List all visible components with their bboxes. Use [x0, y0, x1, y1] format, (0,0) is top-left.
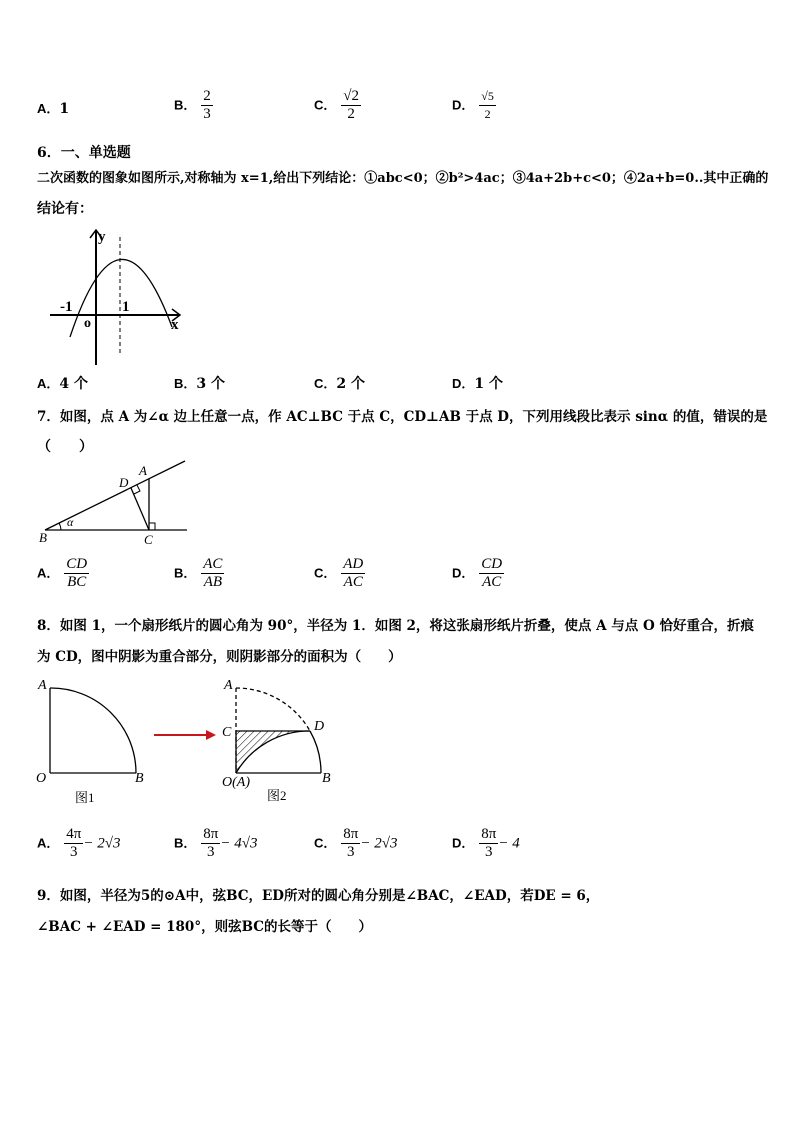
angle-alpha-arc — [59, 523, 61, 530]
fig1-label-b: B — [135, 771, 144, 786]
q8-option-b[interactable]: B． $\frac{8\pi}{3}$ − 4√3 — [174, 826, 258, 860]
fraction: $\frac{√5}{2}$ — [481, 89, 494, 121]
shaded-region — [236, 731, 310, 773]
q7-question-line2: （ ） — [37, 439, 93, 455]
label-d: D — [119, 475, 129, 490]
label-a: A — [139, 463, 147, 478]
q8-question-line2: 为 CD，图中阴影为重合部分，则阴影部分的面积为（ ） — [37, 649, 402, 665]
q6-option-c[interactable]: C．2 个 — [314, 376, 366, 392]
fig2-label-d: D — [314, 719, 325, 734]
label-c: C — [144, 532, 153, 547]
fig1-label-o: O — [36, 771, 47, 786]
q8-option-a[interactable]: A． $\frac{4\pi}{3}$ − 2√3 — [37, 826, 121, 860]
q7-option-d[interactable]: D． $\frac{CD}{AC}$ — [452, 556, 503, 590]
origin-label: o — [84, 316, 91, 331]
q5-option-b[interactable]: B． $\frac{2}{3}$ — [174, 88, 211, 122]
right-arrow-icon — [206, 730, 216, 740]
arc-ad-dashed — [236, 688, 310, 731]
q6-header: 6．一、单选题 — [37, 145, 131, 161]
fig2-label-o: O(A) — [222, 775, 250, 790]
q5-option-d[interactable]: D． $\frac{√5}{2}$ — [452, 89, 494, 121]
q7-option-c[interactable]: C． $\frac{AD}{AC}$ — [314, 556, 364, 590]
q8-figures — [30, 672, 350, 812]
fig2-label-a: A — [224, 678, 233, 693]
y-label: y — [98, 229, 106, 245]
q6-option-b[interactable]: B．3 个 — [174, 376, 226, 392]
q6-parabola-graph — [40, 225, 190, 370]
fraction: $\frac{CD}{BC}$ — [66, 556, 88, 590]
q7-option-b[interactable]: B． $\frac{AC}{AB}$ — [174, 556, 223, 590]
q6-option-d[interactable]: D．1 个 — [452, 376, 504, 392]
q9-question-line1: 9．如图，半径为5的⊙A中，弦BC，ED所对的圆心角分别是∠BAC，∠EAD，若DE = 6， — [37, 888, 600, 904]
one-label: 1 — [122, 299, 130, 315]
q6-question-line1: 二次函数的图象如图所示,对称轴为 x=1,给出下列结论：①abc<0；②b²>4ac；③4a+2b+c<0；④2a+b=0..其中正确的 — [37, 171, 769, 186]
right-angle-c-icon — [149, 523, 155, 530]
q8-option-c[interactable]: C． $\frac{8\pi}{3}$ − 2√3 — [314, 826, 398, 860]
fig2-label-b: B — [322, 771, 331, 786]
fraction: $\frac{2}{3}$ — [203, 88, 211, 122]
q8-question-line1: 8．如图 1，一个扇形纸片的圆心角为 90°，半径为 1．如图 2，将这张扇形纸片折叠，使点 A 与点 O 恰好重合，折痕 — [37, 618, 754, 634]
fraction: $\frac{AD}{AC}$ — [343, 556, 364, 590]
label-b: B — [39, 530, 47, 545]
fig2-caption: 图2 — [267, 788, 287, 803]
fraction: $\frac{8\pi}{3}$ — [481, 826, 497, 860]
fig1-caption: 图1 — [75, 790, 95, 805]
segment-cd — [131, 488, 149, 530]
fraction: $\frac{√2}{2}$ — [343, 88, 359, 122]
q7-triangle-figure — [37, 458, 189, 548]
fraction: $\frac{8\pi}{3}$ — [203, 826, 219, 860]
q6-option-a[interactable]: A．4 个 — [37, 376, 89, 392]
q6-question-line2: 结论有： — [37, 201, 93, 217]
arc-ab — [50, 688, 136, 773]
figure-1 — [36, 678, 144, 805]
ray-ba — [45, 461, 185, 530]
label-alpha: α — [67, 515, 74, 529]
figure-2 — [222, 678, 331, 803]
fig2-label-c: C — [222, 725, 232, 740]
q7-question-line1: 7．如图，点 A 为∠α 边上任意一点，作 AC⊥BC 于点 C，CD⊥AB 于点 D，下列用线段比表示 sinα 的值，错误的是 — [37, 409, 768, 425]
q5-option-a[interactable]: A．1 — [37, 101, 70, 117]
q8-option-d[interactable]: D． $\frac{8\pi}{3}$ − 4 — [452, 826, 520, 860]
x-label: x — [171, 317, 179, 333]
q7-option-a[interactable]: A． $\frac{CD}{BC}$ — [37, 556, 88, 590]
fraction: $\frac{AC}{AB}$ — [203, 556, 223, 590]
q9-question-line2: ∠BAC + ∠EAD = 180°，则弦BC的长等于（ ） — [37, 919, 372, 935]
fraction: $\frac{8\pi}{3}$ — [343, 826, 359, 860]
fraction: $\frac{4\pi}{3}$ — [66, 826, 82, 860]
fig1-label-a: A — [38, 678, 47, 693]
neg-one-label: -1 — [60, 299, 73, 315]
arc-db — [310, 731, 321, 773]
q5-option-c[interactable]: C． $\frac{√2}{2}$ — [314, 88, 359, 122]
fraction: $\frac{CD}{AC}$ — [481, 556, 503, 590]
